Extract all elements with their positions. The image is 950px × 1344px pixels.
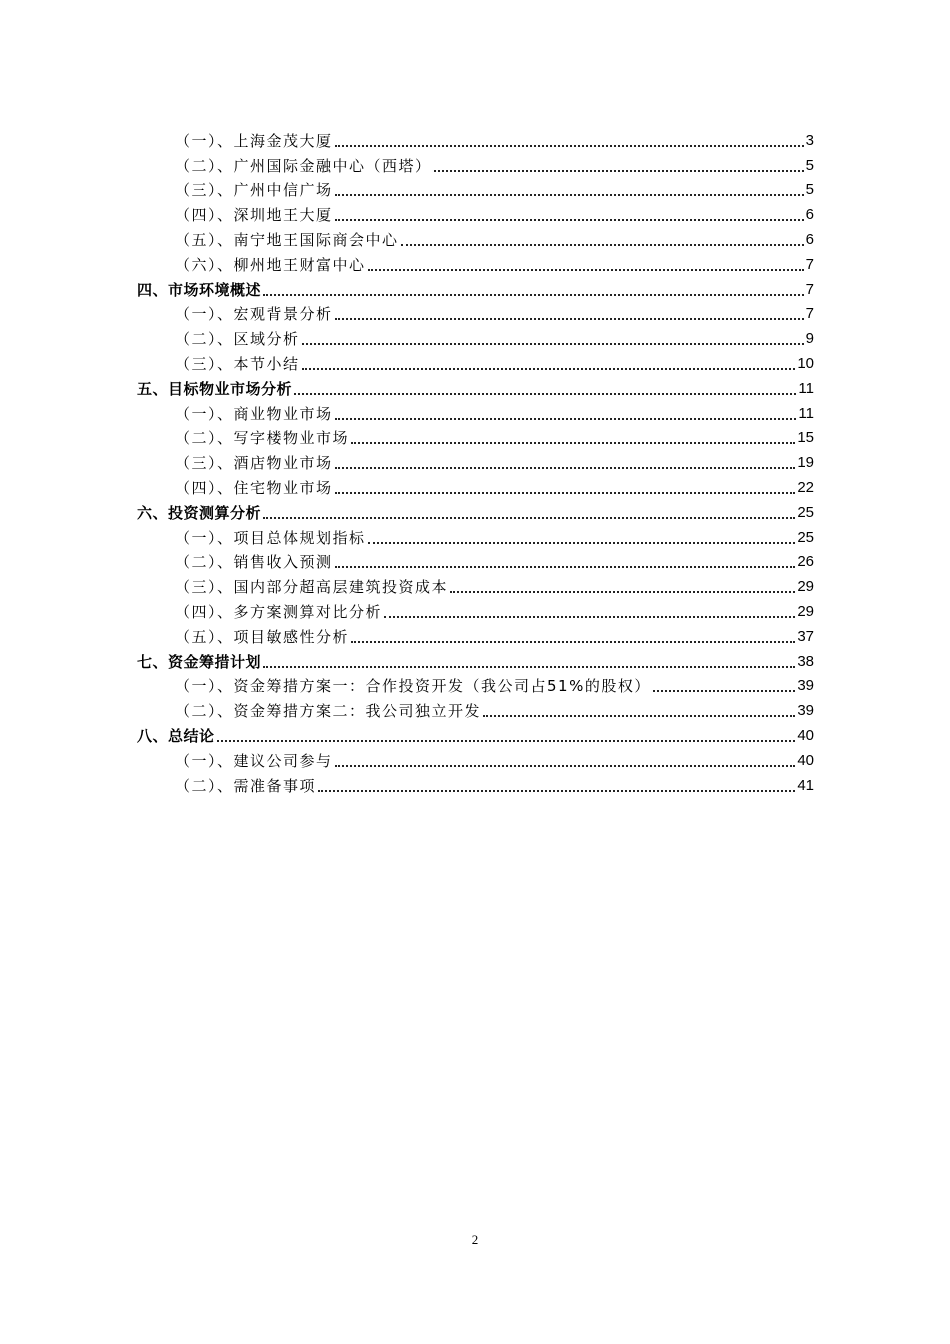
toc-dot-leader	[217, 739, 796, 742]
toc-entry-page: 26	[797, 553, 814, 571]
toc-section-entry[interactable]	[137, 225, 814, 250]
toc-chapter-entry[interactable]	[137, 647, 814, 672]
toc-section-entry[interactable]	[137, 696, 814, 721]
toc-section-entry[interactable]	[137, 572, 814, 597]
toc-entry-title: （四）、深圳地王大厦	[175, 206, 333, 225]
toc-section-entry[interactable]	[137, 300, 814, 325]
toc-dot-leader	[401, 243, 804, 246]
toc-dot-leader	[450, 590, 795, 593]
toc-dot-leader	[351, 640, 795, 643]
toc-section-entry[interactable]	[137, 399, 814, 424]
toc-dot-leader	[318, 789, 795, 792]
toc-entry-title: （三）、广州中信广场	[175, 181, 333, 200]
toc-dot-leader	[434, 169, 804, 172]
toc-dot-leader	[384, 615, 795, 618]
table-of-contents	[137, 126, 814, 796]
toc-entry-page: 5	[805, 181, 814, 199]
toc-dot-leader	[335, 764, 796, 767]
toc-section-entry[interactable]	[137, 672, 814, 697]
toc-entry-title: （二）、需准备事项	[175, 776, 317, 795]
toc-entry-title: 四、市场环境概述	[137, 280, 262, 299]
toc-section-entry[interactable]	[137, 324, 814, 349]
toc-section-entry[interactable]	[137, 176, 814, 201]
toc-chapter-entry[interactable]	[137, 721, 814, 746]
toc-dot-leader	[302, 367, 796, 370]
toc-dot-leader	[294, 392, 796, 395]
toc-section-entry[interactable]	[137, 597, 814, 622]
toc-dot-leader	[368, 268, 804, 271]
toc-section-entry[interactable]	[137, 126, 814, 151]
toc-entry-page: 7	[805, 255, 814, 273]
toc-entry-title: 六、投资测算分析	[137, 503, 262, 522]
toc-chapter-entry[interactable]	[137, 275, 814, 300]
toc-dot-leader	[263, 516, 795, 519]
toc-entry-page: 37	[797, 627, 814, 645]
toc-chapter-entry[interactable]	[137, 374, 814, 399]
toc-entry-title: （二）、销售收入预测	[175, 553, 333, 572]
toc-entry-page: 40	[797, 751, 814, 769]
page-number: 2	[471, 1232, 479, 1247]
toc-entry-title: 七、资金筹措计划	[137, 652, 262, 671]
toc-entry-page: 9	[805, 330, 814, 348]
toc-section-entry[interactable]	[137, 200, 814, 225]
toc-entry-title: （一）、商业物业市场	[175, 404, 333, 423]
toc-dot-leader	[653, 689, 795, 692]
toc-entry-title: （三）、酒店物业市场	[175, 454, 333, 473]
toc-entry-page: 29	[797, 578, 814, 596]
toc-entry-title: （四）、住宅物业市场	[175, 478, 333, 497]
toc-entry-title: （二）、资金筹措方案二：我公司独立开发	[175, 702, 482, 721]
toc-entry-page: 11	[798, 404, 814, 422]
toc-entry-title: （一）、建议公司参与	[175, 751, 333, 770]
toc-entry-title: （五）、项目敏感性分析	[175, 627, 350, 646]
toc-entry-page: 5	[805, 156, 814, 174]
toc-entry-title: （一）、资金筹措方案一：合作投资开发（我公司占51%的股权）	[175, 677, 651, 696]
toc-section-entry[interactable]	[137, 448, 814, 473]
toc-entry-title: （三）、本节小结	[175, 354, 300, 373]
toc-dot-leader	[263, 665, 795, 668]
toc-section-entry[interactable]	[137, 523, 814, 548]
toc-entry-page: 29	[797, 602, 814, 620]
toc-dot-leader	[335, 317, 804, 320]
toc-dot-leader	[351, 441, 795, 444]
toc-entry-page: 6	[805, 206, 814, 224]
toc-section-entry[interactable]	[137, 424, 814, 449]
toc-entry-title: （二）、广州国际金融中心（西塔）	[175, 156, 432, 175]
toc-section-entry[interactable]	[137, 151, 814, 176]
toc-entry-page: 15	[797, 429, 814, 447]
toc-entry-page: 6	[805, 230, 814, 248]
toc-section-entry[interactable]	[137, 473, 814, 498]
toc-entry-title: （一）、项目总体规划指标	[175, 528, 366, 547]
toc-entry-page: 10	[797, 354, 814, 372]
toc-dot-leader	[483, 714, 795, 717]
toc-entry-page: 7	[805, 305, 814, 323]
toc-entry-title: （二）、区域分析	[175, 330, 300, 349]
toc-chapter-entry[interactable]	[137, 498, 814, 523]
toc-dot-leader	[335, 491, 796, 494]
toc-dot-leader	[335, 218, 804, 221]
toc-entry-title: （一）、宏观背景分析	[175, 305, 333, 324]
toc-dot-leader	[335, 466, 796, 469]
toc-entry-page: 11	[798, 379, 814, 397]
toc-section-entry[interactable]	[137, 771, 814, 796]
toc-entry-title: （五）、南宁地王国际商会中心	[175, 230, 399, 249]
toc-dot-leader	[263, 293, 804, 296]
toc-section-entry[interactable]	[137, 622, 814, 647]
toc-dot-leader	[302, 342, 804, 345]
toc-entry-page: 39	[797, 677, 814, 695]
toc-section-entry[interactable]	[137, 746, 814, 771]
toc-entry-title: 八、总结论	[137, 726, 215, 745]
toc-entry-page: 40	[797, 726, 814, 744]
toc-entry-page: 22	[797, 478, 814, 496]
toc-entry-page: 7	[805, 280, 814, 298]
toc-entry-page: 25	[797, 503, 814, 521]
toc-dot-leader	[335, 193, 804, 196]
toc-entry-page: 25	[797, 528, 814, 546]
toc-entry-page: 19	[797, 454, 814, 472]
toc-entry-page: 39	[797, 702, 814, 720]
toc-entry-title: 五、目标物业市场分析	[137, 379, 293, 398]
toc-entry-title: （二）、写字楼物业市场	[175, 429, 350, 448]
toc-entry-page: 38	[797, 652, 814, 670]
toc-dot-leader	[335, 144, 804, 147]
toc-entry-title: （一）、上海金茂大厦	[175, 131, 333, 150]
toc-dot-leader	[335, 417, 797, 420]
toc-entry-title: （六）、柳州地王财富中心	[175, 255, 366, 274]
toc-dot-leader	[335, 565, 796, 568]
toc-section-entry[interactable]	[137, 548, 814, 573]
toc-entry-page: 41	[797, 776, 814, 794]
toc-entry-title: （三）、国内部分超高层建筑投资成本	[175, 578, 449, 597]
toc-entry-title: （四）、多方案测算对比分析	[175, 602, 383, 621]
toc-section-entry[interactable]	[137, 250, 814, 275]
toc-entry-page: 3	[805, 131, 814, 149]
toc-section-entry[interactable]	[137, 349, 814, 374]
toc-dot-leader	[368, 541, 796, 544]
